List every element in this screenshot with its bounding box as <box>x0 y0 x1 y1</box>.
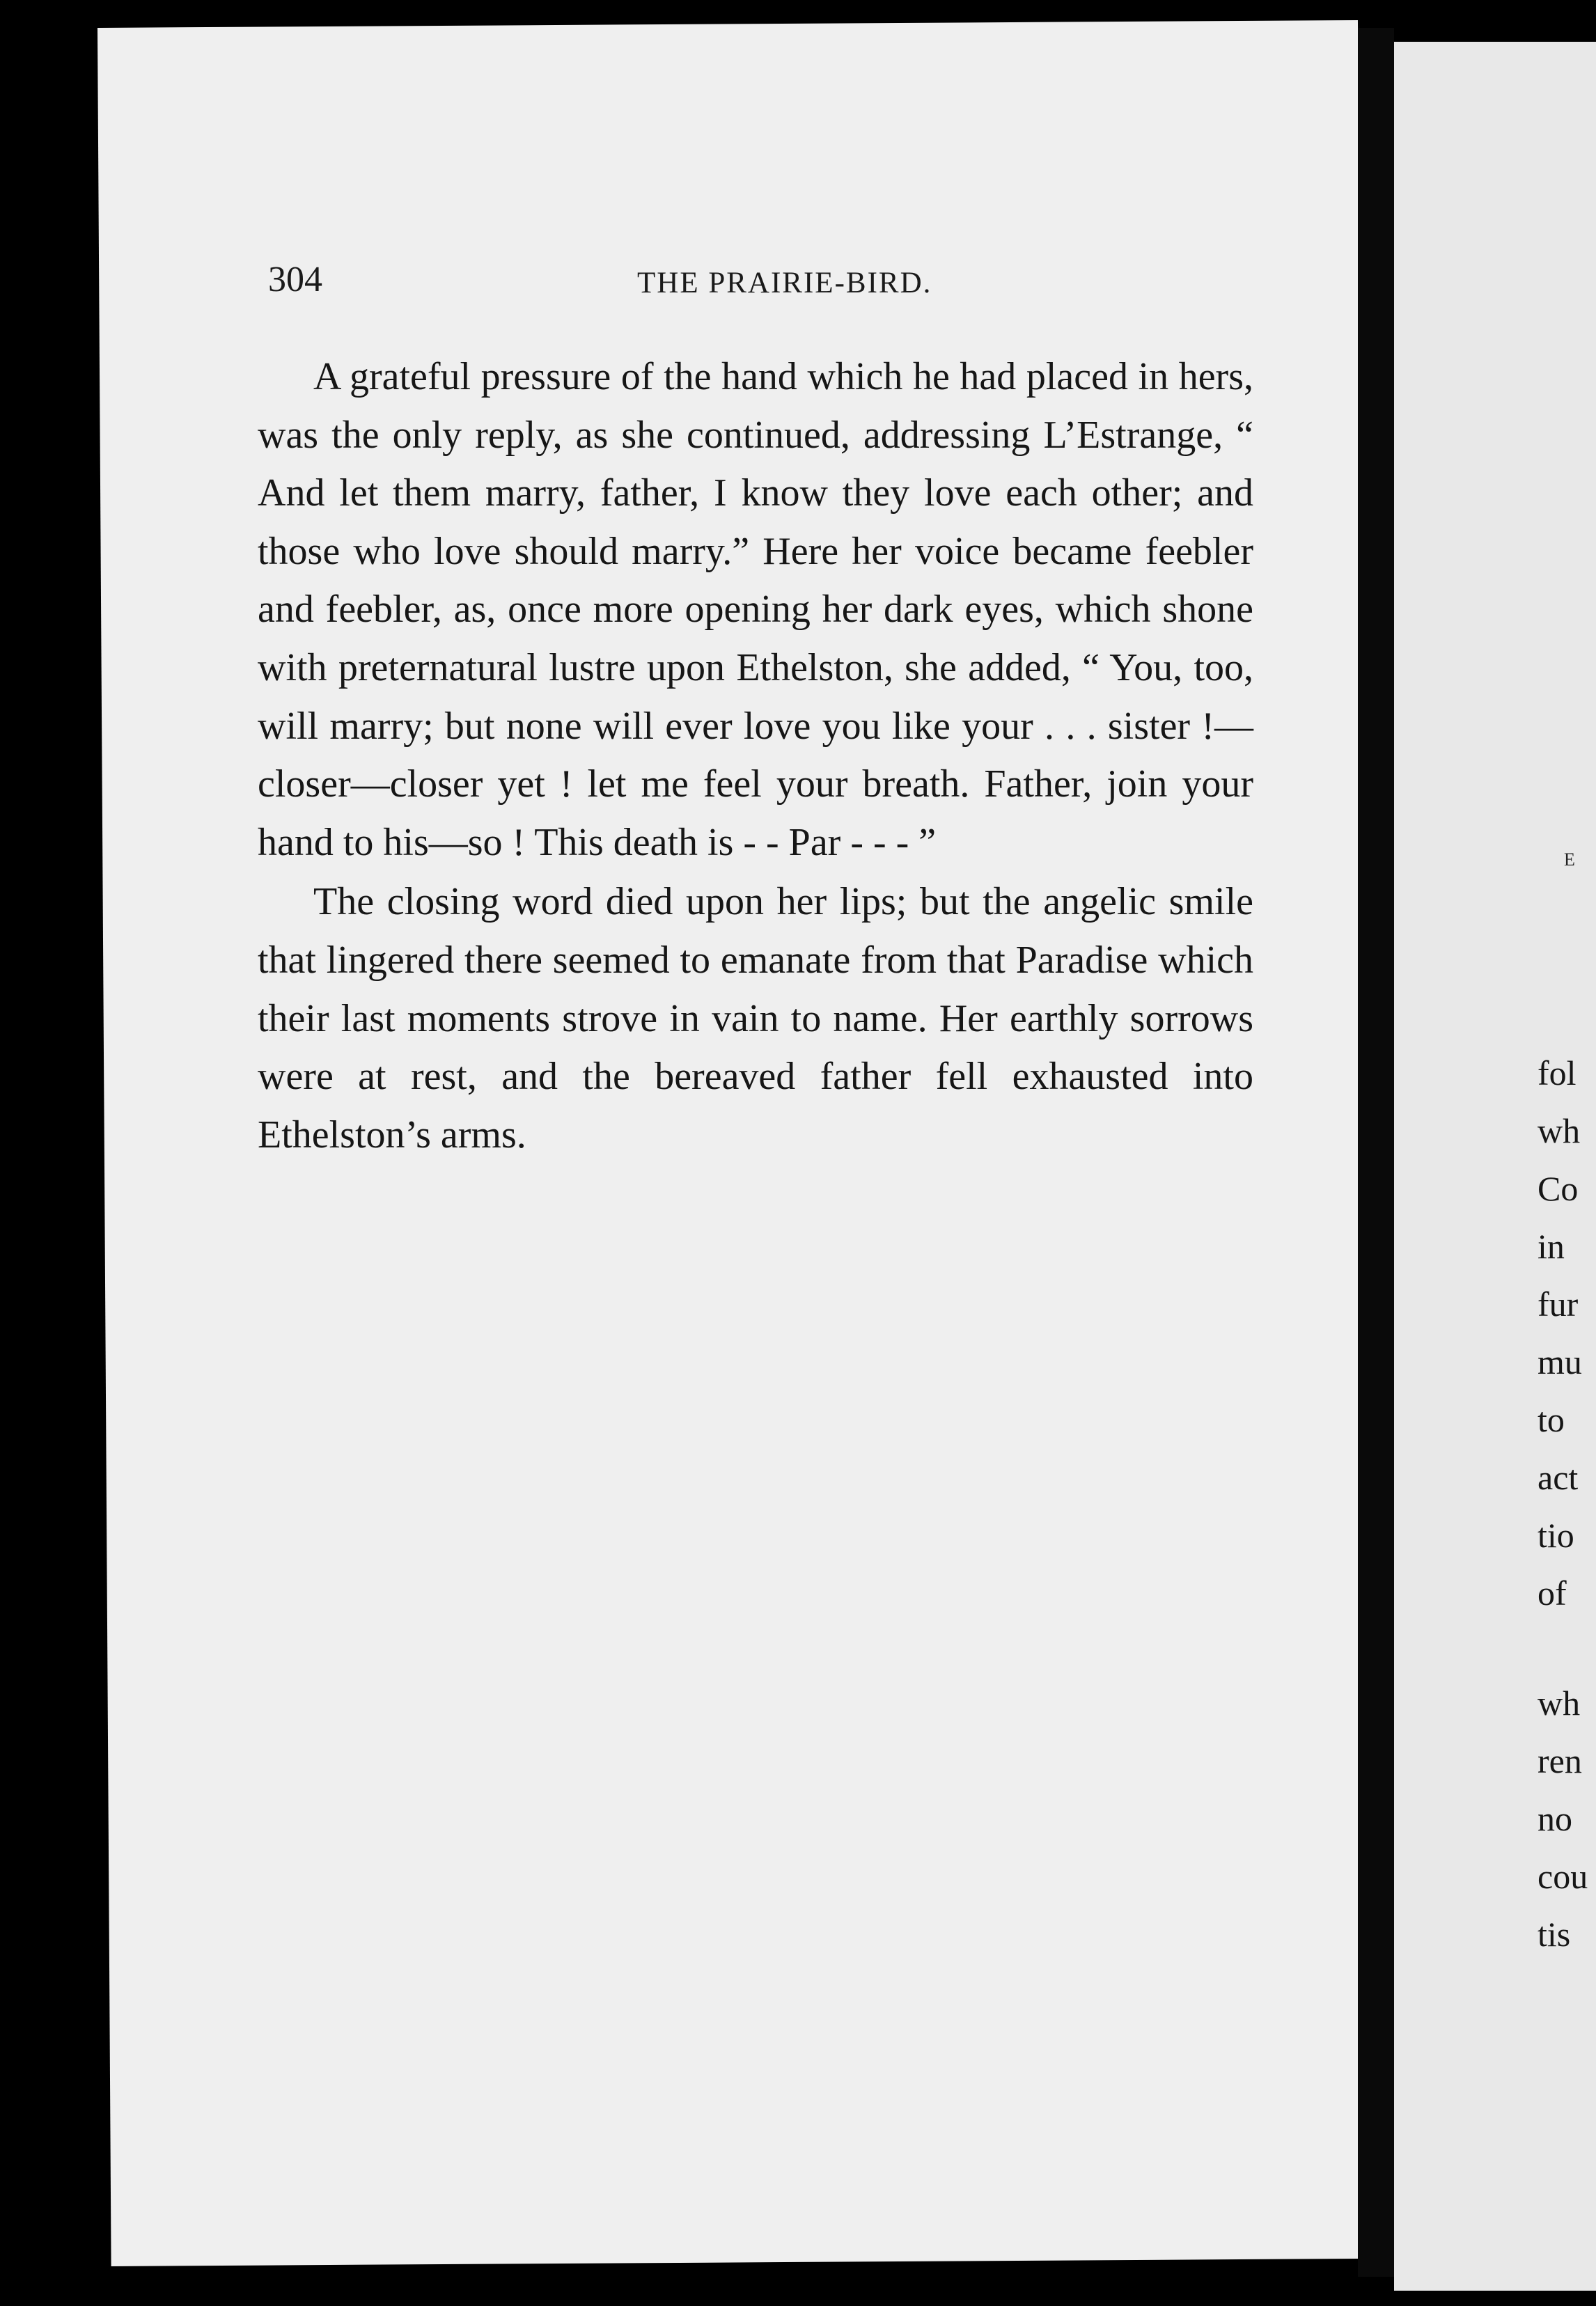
fragment-line: of <box>1538 1574 1567 1613</box>
fragment-line: to <box>1538 1400 1565 1439</box>
fragment-line: in <box>1538 1227 1565 1266</box>
running-title: THE PRAIRIE-BIRD. <box>637 267 932 299</box>
fragment-line: act <box>1538 1458 1579 1497</box>
fragment-line: fol <box>1538 1053 1577 1092</box>
fragment-line: tio <box>1538 1516 1574 1555</box>
paragraph-1: A grateful pressure of the hand which he had placed in hers, was the only reply, as she continued, addressing L’Estrange, “ And let them marry, father, I know they love each other; and those who love should marry.” Here her voice became feebler and feebler, as, once more opening her dark eyes, which shone with preternatural lustre upon Ethelston, she added, “ You, too, will marry; but none will ever love you like your . . . sister !—closer—closer yet ! let me feel your breath. Father, join your hand to his—so ! This death is - - Par - - - ” <box>258 355 1253 864</box>
fragment-line: wh <box>1538 1684 1581 1723</box>
body-text <box>258 348 1253 1164</box>
fragment-line: Co <box>1538 1169 1579 1208</box>
fragment-line: ren <box>1538 1741 1582 1780</box>
fragment-line: wh <box>1538 1111 1581 1150</box>
facing-page-fragments <box>1538 1044 1593 1963</box>
fragment-line: mu <box>1538 1342 1582 1381</box>
page-gutter <box>1358 28 1394 2277</box>
paragraph-2: The closing word died upon her lips; but the angelic smile that lingered there seemed to emanate from that Paradise which their last moments strove in vain to name. Her earthly sorrows were at rest, and the bereaved father fell exhausted into Ethelston’s arms. <box>258 880 1253 1156</box>
fragment-line: fur <box>1538 1285 1579 1324</box>
fragment-gap <box>1538 1622 1593 1674</box>
page-number: 304 <box>268 260 322 299</box>
fragment-line: tis <box>1538 1915 1571 1954</box>
facing-page-letter: E <box>1564 849 1575 870</box>
fragment-line: cou <box>1538 1857 1588 1896</box>
fragment-line: no <box>1538 1799 1572 1838</box>
